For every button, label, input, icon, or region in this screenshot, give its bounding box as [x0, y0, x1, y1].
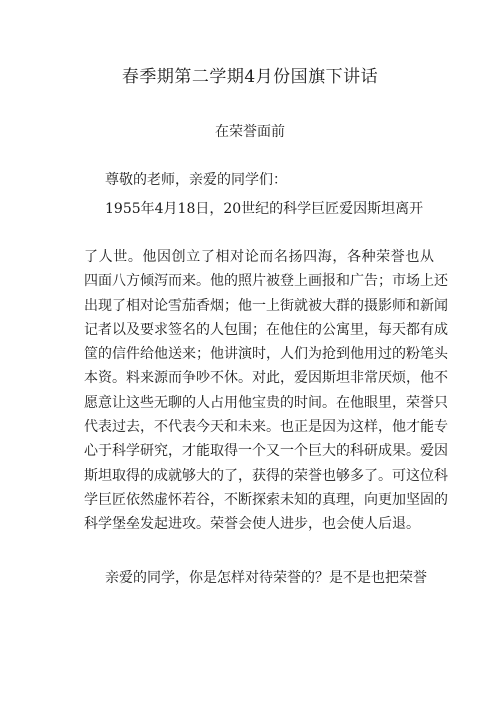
body-line: 出现了相对论雪茄香烟；他一上街就被大群的摄影师和新闻 [84, 297, 448, 314]
body-line: 代表过去，不代表今天和未来。也正是因为这样，他才能专 [84, 419, 448, 436]
second-paragraph-line: 亲爱的同学，你是怎样对待荣誉的？是不是也把荣誉 [105, 570, 427, 586]
body-line: 筐的信件给他送来；他讲演时，人们为抢到他用过的粉笔头 [84, 346, 448, 363]
body-paragraph [84, 245, 448, 537]
body-line: 科学堡垒发起进攻。荣誉会使人进步，也会使人后退。 [84, 516, 420, 533]
body-line: 四面八方倾泻而来。他的照片被登上画报和广告；市场上还 [84, 273, 448, 290]
greeting-line: 尊敬的老师，亲爱的同学们： [105, 172, 287, 188]
body-line: 愿意让这些无聊的人占用他宝贵的时间。在他眼里，荣誉只 [84, 394, 448, 411]
document-title: 春季期第二学期4月份国旗下讲话 [121, 67, 379, 87]
body-line: 斯坦取得的成就够大的了，获得的荣誉也够多了。可这位科 [84, 467, 448, 484]
document-subtitle: 在荣誉面前 [215, 124, 285, 140]
body-line: 了人世。他因创立了相对论而名扬四海，各种荣誉也从 [84, 249, 434, 265]
body-line: 学巨匠依然虚怀若谷，不断探索未知的真理，向更加坚固的 [84, 491, 448, 508]
body-line: 心于科学研究，才能取得一个又一个巨大的科研成果。爱因 [84, 443, 448, 460]
body-line: 记者以及要求签名的人包围；在他住的公寓里，每天都有成 [84, 321, 448, 338]
date-line: 1955年4月18日，20世纪的科学巨匠爱因斯坦离开 [105, 201, 424, 217]
body-line: 本资。料来源而争吵不休。对此，爱因斯坦非常厌烦，他不 [84, 370, 448, 387]
